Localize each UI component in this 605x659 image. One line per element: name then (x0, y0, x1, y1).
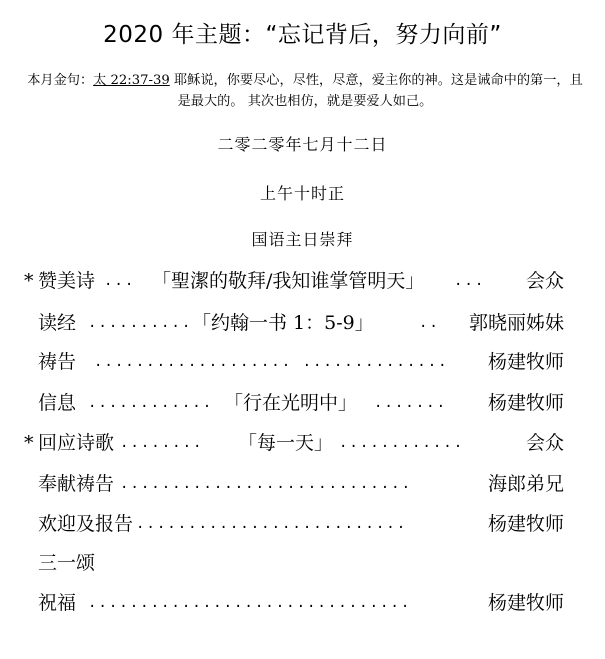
dot-leader: ............ (88, 395, 214, 411)
program-item-person: 杨建牧师 (487, 351, 564, 373)
program-row (24, 428, 564, 458)
dot-leader: ... (104, 273, 136, 289)
program-row (24, 388, 564, 418)
program-item-name: 回应诗歌 (38, 432, 115, 454)
program-item-name: 欢迎及报告 (38, 513, 134, 535)
program-item-person: 郭晓丽姊妹 (468, 312, 564, 334)
standing-marker: * (24, 270, 34, 292)
verse-reference: 太 22:37-39 (93, 73, 170, 88)
verse-text: 耶稣说，你要尽心，尽性，尽意，爱主你的神。这是诫命中的第一，且是最大的。 其次也相仿，就是要爱人如己。 (169, 73, 583, 109)
program-row (24, 588, 564, 618)
program-row (24, 509, 564, 539)
verse-prefix: 本月金句： (27, 73, 94, 88)
program-item-name: 祷告 (38, 351, 77, 373)
program-item-person: 会众 (525, 432, 564, 454)
dot-leader: ............ (339, 435, 465, 451)
monthly-verse (22, 70, 588, 112)
program-row (24, 266, 564, 296)
program-item-name: 祝福 (38, 592, 77, 614)
page-title: 2020 年主题：“忘记背后，努力向前” (103, 22, 502, 48)
dot-leader: ................... .............. (94, 354, 449, 370)
program-item-name: 奉献祷告 (38, 473, 115, 495)
standing-marker: * (24, 432, 34, 454)
dot-leader: .. (419, 315, 440, 331)
program-item-name: 三一颂 (38, 552, 96, 574)
program-row (24, 347, 564, 377)
dot-leader: .......... (88, 315, 193, 331)
program-item-person: 杨建牧师 (487, 392, 564, 414)
service-time: 上午十时正 (259, 184, 345, 203)
dot-leader: ............................ (120, 476, 413, 492)
program-item-title: 「聖潔的敬拜/我知谁掌管明天」 (152, 270, 425, 292)
program-item-title: 「每一天」 (238, 432, 334, 454)
dot-leader: ... (454, 273, 486, 289)
service-name: 国语主日崇拜 (251, 230, 354, 249)
program-item-title: 「约翰一书 1：5-9」 (192, 312, 374, 334)
program-row (24, 308, 564, 338)
program-item-person: 杨建牧师 (487, 513, 564, 535)
program-item-person: 会众 (525, 270, 564, 292)
program-item-name: 读经 (38, 312, 77, 334)
program-item-name: 信息 (38, 392, 77, 414)
program-row (24, 548, 564, 578)
service-date: 二零二零年七月十二日 (217, 135, 388, 154)
program-item-person: 海郎弟兄 (487, 473, 564, 495)
program-item-title: 「行在光明中」 (224, 392, 358, 414)
program-item-person: 杨建牧师 (487, 592, 564, 614)
program-item-name: 赞美诗 (38, 270, 96, 292)
dot-leader: ............................... (88, 595, 412, 611)
dot-leader: .......................... (136, 516, 408, 532)
dot-leader: ........ (120, 435, 204, 451)
dot-leader: ....... (374, 395, 448, 411)
program-row (24, 469, 564, 499)
